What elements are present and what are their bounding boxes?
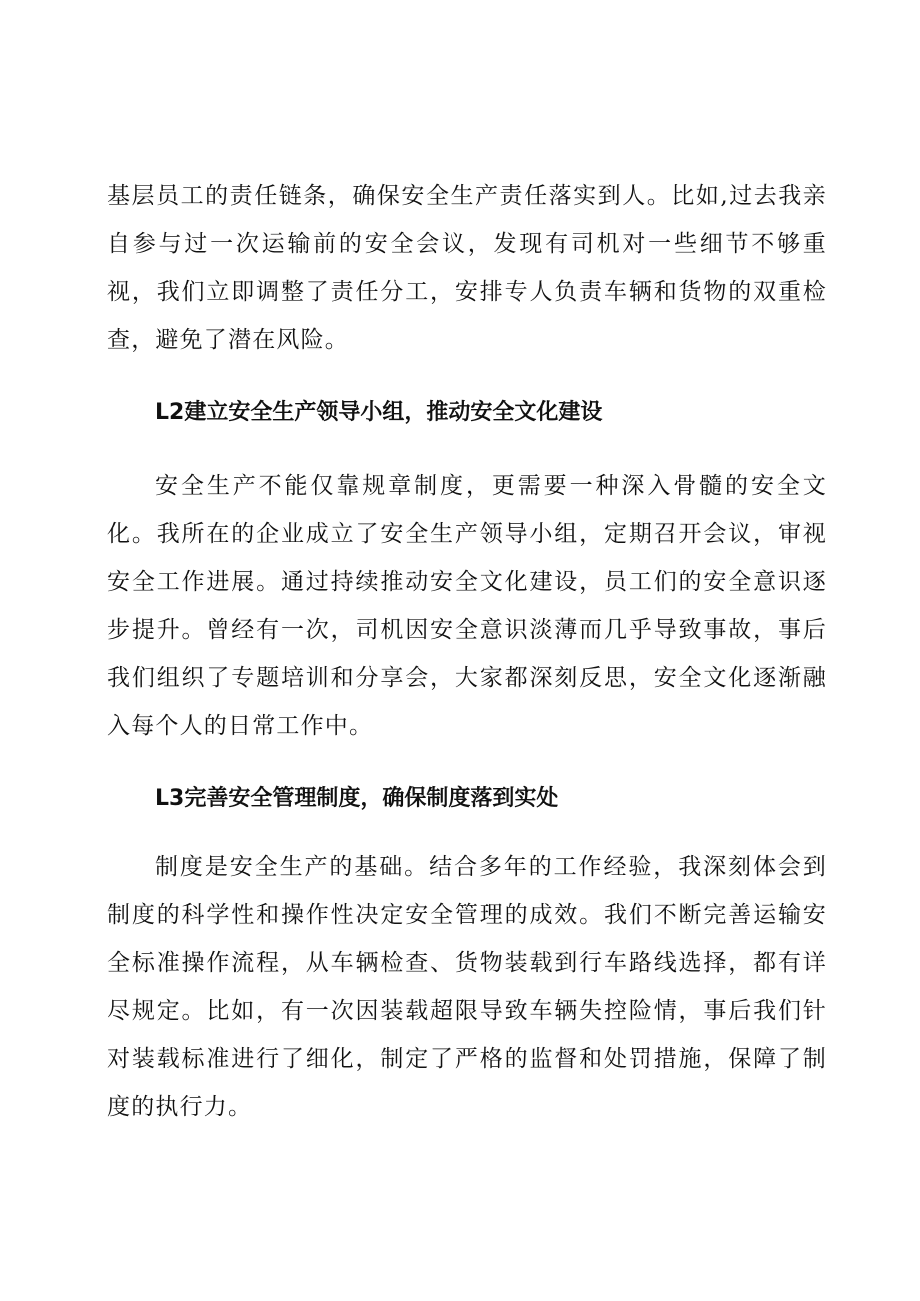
paragraph-safety-regulations: 制度是安全生产的基础。结合多年的工作经验，我深刻体会到制度的科学性和操作性决定安全管理的成效。我们不断完善运输安全标准操作流程，从车辆检查、货物装载到行车路线选择，都有详尽规定。比如，有一次因装载超限导致车辆失控险情，事后我们针对装载标准进行了细化，制定了严格的监督和处罚措施，保障了制度的执行力。	[107, 854, 827, 1120]
paragraph-responsibility-chain: 基层员工的责任链条，确保安全生产责任落实到人。比如,过去我亲自参与过一次运输前的安全会议，发现有司机对一些细节不够重视，我们立即调整了责任分工，安排专人负责车辆和货物的双重检查，避免了潜在风险。	[107, 183, 827, 353]
paragraph-safety-culture: 安全生产不能仅靠规章制度，更需要一种深入骨髓的安全文化。我所在的企业成立了安全生产领导小组，定期召开会议，审视安全工作进展。通过持续推动安全文化建设，员工们的安全意识逐步提升。曾经有一次，司机因安全意识淡薄而几乎导致事故，事后我们组织了专题培训和分享会，大家都深刻反思，安全文化逐渐融入每个人的日常工作中。	[107, 473, 827, 739]
section-heading-l2: L2建立安全生产领导小组，推动安全文化建设	[155, 400, 603, 425]
section-heading-l3: L3完善安全管理制度，确保制度落到实处	[155, 786, 559, 811]
